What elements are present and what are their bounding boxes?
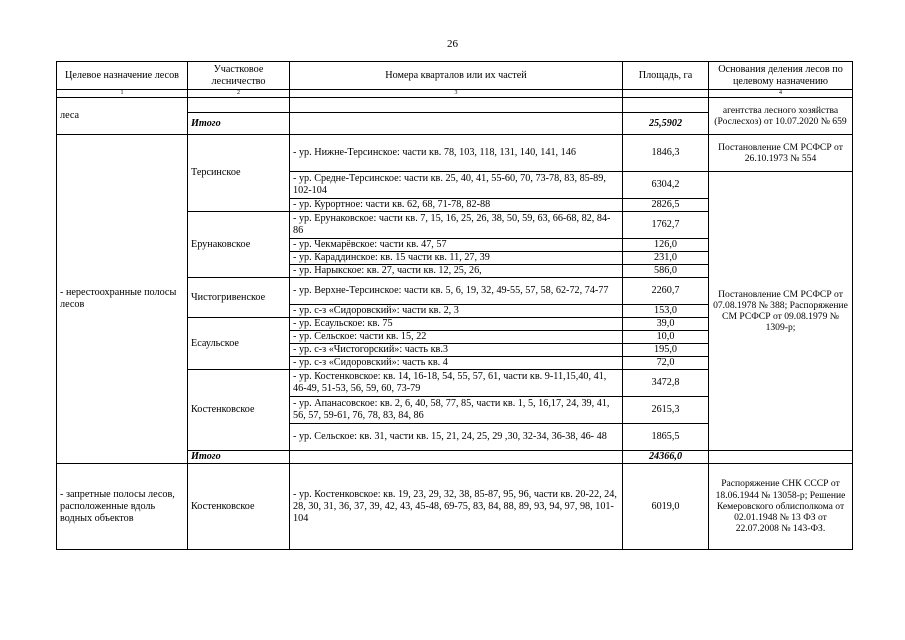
- area-cell: 72,0: [623, 357, 709, 370]
- area-cell: [623, 98, 709, 113]
- quarters-cell: [290, 98, 623, 113]
- quarters-cell: - ур. Костенковское: кв. 19, 23, 29, 32, 38, 85-87, 95, 96, части кв. 20-22, 24, 28, 30, 31, 36, 37, 39, 42, 43, 45-48, 69-75, 83, 84, 88, 89, 93, 94, 97, 98, 101-104: [290, 464, 623, 550]
- area-cell: 1762,7: [623, 212, 709, 239]
- column-number: [623, 90, 709, 98]
- purpose-cell: леса: [57, 98, 188, 135]
- area-cell: 1865,5: [623, 424, 709, 451]
- itogo-area: 24366,0: [623, 451, 709, 464]
- quarters-cell: - ур. с-з «Сидоровский»: части кв. 2, 3: [290, 305, 623, 318]
- column-number-row: [57, 90, 853, 98]
- purpose-cell: - нерестоохранные полосы лесов: [57, 135, 188, 464]
- itogo-label: Итого: [188, 113, 290, 135]
- quarters-cell: - ур. Нижне-Терсинское: части кв. 78, 103, 118, 131, 140, 141, 146: [290, 135, 623, 172]
- header-district: Участковое лесничество: [188, 62, 290, 90]
- quarters-cell: - ур. с-з «Чистогорский»: часть кв.3: [290, 344, 623, 357]
- quarters-cell: - ур. Средне-Терсинское: части кв. 25, 40, 41, 55-60, 70, 73-78, 83, 85-89, 102-104: [290, 172, 623, 199]
- table-row: [57, 98, 853, 113]
- district-cell: Есаульское: [188, 318, 290, 370]
- column-number: 1: [57, 90, 188, 98]
- quarters-cell: - ур. Сельское: кв. 31, части кв. 15, 21, 24, 25, 29 ,30, 32-34, 36-38, 46- 48: [290, 424, 623, 451]
- area-cell: 2826,5: [623, 199, 709, 212]
- quarters-cell: [290, 113, 623, 135]
- area-cell: 2260,7: [623, 278, 709, 305]
- area-cell: 2615,3: [623, 397, 709, 424]
- district-cell: Чистогривенское: [188, 278, 290, 318]
- district-cell: [188, 98, 290, 113]
- district-cell: Ерунаковское: [188, 212, 290, 278]
- forest-purpose-table: [56, 61, 853, 550]
- header-basis: Основания деления лесов по целевому назначению: [709, 62, 853, 90]
- table-row: [57, 135, 853, 172]
- itogo-area: 25,5902: [623, 113, 709, 135]
- table-header-row: [57, 62, 853, 90]
- header-quarters: Номера кварталов или их частей: [290, 62, 623, 90]
- quarters-cell: - ур. Ерунаковское: части кв. 7, 15, 16, 25, 26, 38, 50, 59, 63, 66-68, 82, 84-86: [290, 212, 623, 239]
- quarters-cell: - ур. Костенковское: кв. 14, 16-18, 54, 55, 57, 61, части кв. 9-11,15,40, 41, 46-49, 51-53, 56, 59, 60, 73-79: [290, 370, 623, 397]
- table-row: [57, 464, 853, 550]
- itogo-label: Итого: [188, 451, 290, 464]
- header-purpose: Целевое назначение лесов: [57, 62, 188, 90]
- quarters-cell: - ур. Сельское: части кв. 15, 22: [290, 331, 623, 344]
- quarters-cell: - ур. с-з «Сидоровский»: часть кв. 4: [290, 357, 623, 370]
- area-cell: 3472,8: [623, 370, 709, 397]
- quarters-cell: - ур. Верхне-Терсинское: части кв. 5, 6, 19, 32, 49-55, 57, 58, 62-72, 74-77: [290, 278, 623, 305]
- quarters-cell: - ур. Курортное: части кв. 62, 68, 71-78, 82-88: [290, 199, 623, 212]
- area-cell: 39,0: [623, 318, 709, 331]
- quarters-cell: - ур. Есаульское: кв. 75: [290, 318, 623, 331]
- header-area: Площадь, га: [623, 62, 709, 90]
- basis-cell: [709, 451, 853, 464]
- area-cell: 6304,2: [623, 172, 709, 199]
- area-cell: 586,0: [623, 265, 709, 278]
- district-cell: Костенковское: [188, 464, 290, 550]
- quarters-cell: - ур. Нарыкское: кв. 27, части кв. 12, 25, 26,: [290, 265, 623, 278]
- purpose-cell: - запретные полосы лесов, расположенные вдоль водных объектов: [57, 464, 188, 550]
- basis-cell: агентства лесного хозяйства (Рослесхоз) от 10.07.2020 № 659: [709, 98, 853, 135]
- area-cell: 1846,3: [623, 135, 709, 172]
- area-cell: 126,0: [623, 239, 709, 252]
- column-number: 4: [709, 90, 853, 98]
- quarters-cell: - ур. Караддинское: кв. 15 части кв. 11, 27, 39: [290, 252, 623, 265]
- district-cell: Терсинское: [188, 135, 290, 212]
- district-cell: Костенковское: [188, 370, 290, 451]
- quarters-cell: [290, 451, 623, 464]
- area-cell: 10,0: [623, 331, 709, 344]
- quarters-cell: - ур. Чекмарёвское: части кв. 47, 57: [290, 239, 623, 252]
- area-cell: 231,0: [623, 252, 709, 265]
- page-number: 26: [447, 38, 458, 50]
- area-cell: 195,0: [623, 344, 709, 357]
- column-number: 3: [290, 90, 623, 98]
- basis-cell: Постановление СМ РСФСР от 07.08.1978 № 388; Распоряжение СМ РСФСР от 09.08.1979 № 1309-р;: [709, 172, 853, 451]
- area-cell: 153,0: [623, 305, 709, 318]
- basis-cell: Распоряжение СНК СССР от 18.06.1944 № 13058-р; Решение Кемеровского облисполкома от 02.01.1948 № 13 ФЗ от 22.07.2008 № 143-ФЗ.: [709, 464, 853, 550]
- quarters-cell: - ур. Апанасовское: кв. 2, 6, 40, 58, 77, 85, части кв. 1, 5, 16,17, 24, 39, 41, 56, 57, 59-61, 76, 78, 83, 84, 86: [290, 397, 623, 424]
- basis-cell: Постановление СМ РСФСР от 26.10.1973 № 554: [709, 135, 853, 172]
- column-number: 2: [188, 90, 290, 98]
- area-cell: 6019,0: [623, 464, 709, 550]
